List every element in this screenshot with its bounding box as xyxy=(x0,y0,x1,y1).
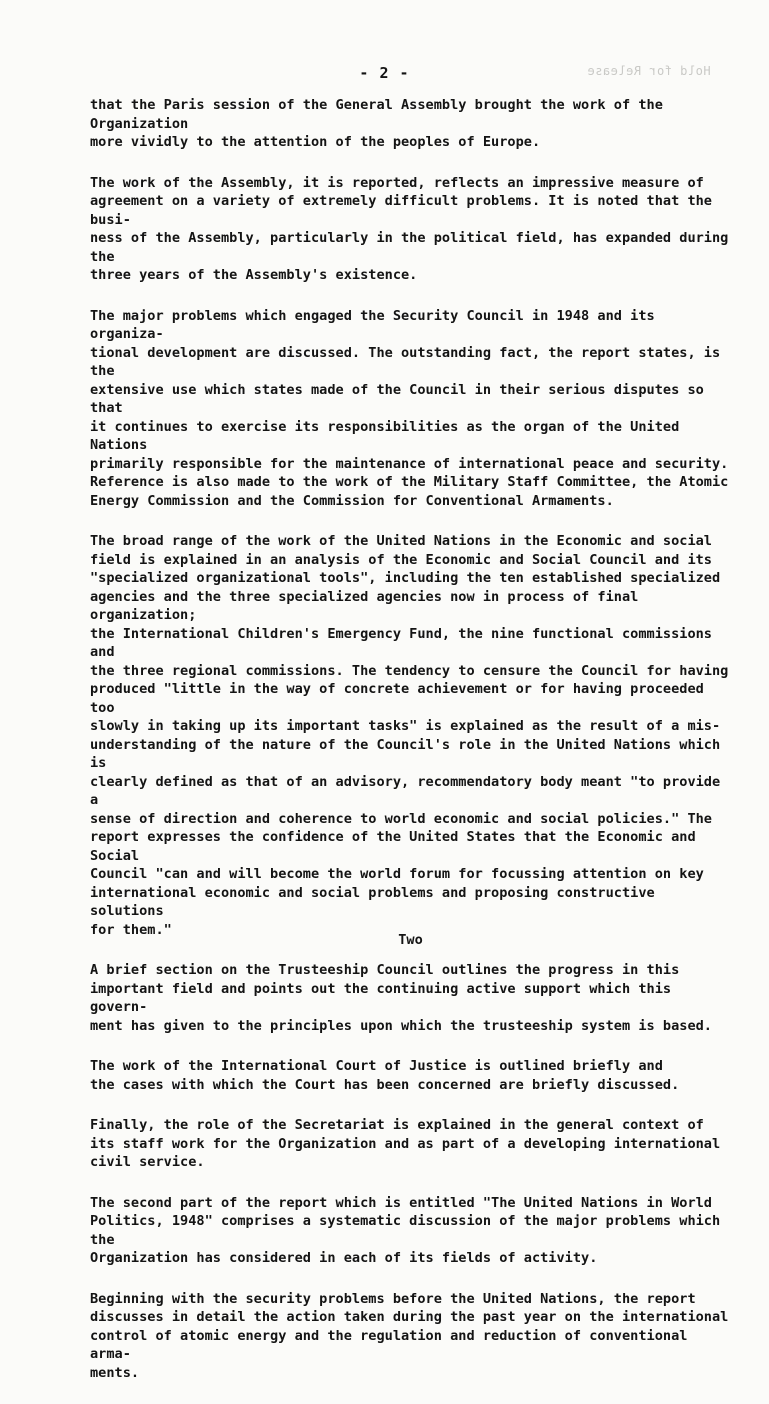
paragraph-international-court: The work of the International Court of Justice is outlined briefly and the cases with which the Court has been concerned are briefly discussed. xyxy=(90,1058,680,1093)
paragraph-trusteeship-council: A brief section on the Trusteeship Council outlines the progress in this important field and points out the continuing active support which this govern- ment has given to the principles upon which the trusteeship system is based. xyxy=(90,962,712,1034)
page-number: - 2 - xyxy=(359,64,410,82)
paragraph-paris-session: that the Paris session of the General Assembly brought the work of the Organization more vividly to the attention of the peoples of Europe. xyxy=(90,97,663,150)
paragraph-security-council: The major problems which engaged the Security Council in 1948 and its organiza- tional development are discussed. The outstanding fact, the report states, is the extensive use which states made of the Council in their serious disputes so that it continues to exercise its responsibilities as the organ of the United Nations primarily responsible for the maintenance of international peace and security. Reference is also made to the work of the Military Staff Committee, the Atomic Energy Commission and the Commission for Conventional Armaments. xyxy=(90,307,729,509)
paragraph-secretariat: Finally, the role of the Secretariat is explained in the general context of its staff work for the Organization and as part of a developing international civil service. xyxy=(90,1117,721,1170)
footer-catchword: Two xyxy=(398,932,423,948)
paragraph-economic-social-council: The broad range of the work of the United Nations in the Economic and social field is explained in an analysis of the Economic and Social Council and its "specialized organizational tools", including the ten established specialized agencies and the three specialized agencies now in process of final organization; the International Children's Emergency Fund, the nine functional commissions and the three regional commissions. The tendency to censure the Council for having produced "little in the way of concrete achievement or for having proceeded too slowly in taking up its important tasks" is explained as the result of a mis- understanding of the nature of the Council's role in the United Nations which is clearly defined as that of an advisory, recommendatory body meant "to provide a sense of direction and coherence to world economic and social policies." The report expresses the confidence of the United States that the Economic and Social Council "can and will become the world forum for focussing attention on key international economic and social problems and proposing constructive solutions for them." xyxy=(90,533,729,938)
paragraph-general-assembly: The work of the Assembly, it is reported, reflects an impressive measure of agreement on a variety of extremely difficult problems. It is noted that the busi- ness of the Assembly, particularly in the political field, has expanded during the three years of the Assembly's existence. xyxy=(90,174,729,283)
paragraph-second-part: The second part of the report which is entitled "The United Nations in World Politics, 1948" comprises a systematic discussion of the major problems which the Organization has considered in each of its fields of activity. xyxy=(90,1194,721,1266)
bleed-through-text: Hold for Release xyxy=(587,64,711,78)
page-footer xyxy=(0,932,769,948)
document-body xyxy=(90,96,730,1404)
paragraph-security-problems: Beginning with the security problems before the United Nations, the report discusses in detail the action taken during the past year on the international control of atomic energy and the regulation and reduction of conventional arma- ments. xyxy=(90,1290,729,1381)
